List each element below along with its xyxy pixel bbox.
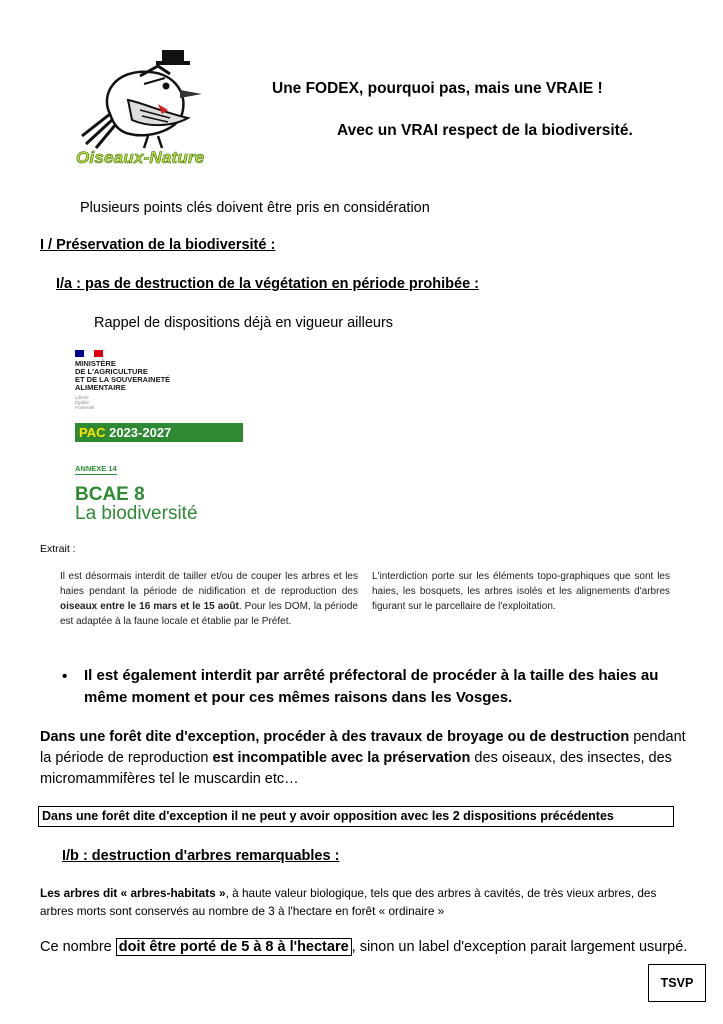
exception-paragraph [40,727,700,790]
boxed-statement: Dans une forêt dite d'exception il ne peut y avoir opposition avec les 2 dispositions précédentes [38,806,674,827]
nombre-text [40,936,700,958]
bullet-text: Il est également interdit par arrêté préfectoral de procéder à la taille des haies au même moment et pour ces mêmes raisons dans les Vosges. [84,667,659,706]
ministry-devise: Liberté Égalité Fraternité [75,395,95,410]
title-line-2: Avec un VRAI respect de la biodiversité. [337,122,633,139]
arbres-bold: Les arbres dit « arbres-habitats » [40,886,226,900]
extrait-col1-text-2: . Pour les DOM, la période est adaptée à la faune locale et établie par le Préfet. [60,601,358,627]
nombre-boxed: doit être porté de 5 à 8 à l'hectare [116,938,352,956]
arbres-habitats-text [40,884,680,920]
rappel-text: Rappel de dispositions déjà en vigueur ailleurs [94,315,394,331]
bullet-icon: • [62,668,68,685]
paragraph-bold-1: Dans une forêt dite d'exception, procéder à des travaux de broyage ou de destruction [40,729,630,745]
annexe-label: ANNEXE 14 [75,464,117,473]
flag-icon [75,350,103,357]
pac-banner [75,423,243,442]
extrait-label: Extrait : [40,543,76,555]
pac-years: 2023-2027 [109,425,172,440]
section-1-heading: I / Préservation de la biodiversité : [40,237,276,253]
extrait-column-1 [60,569,358,629]
section-1a-heading: I/a : pas de destruction de la végétation en période prohibée : [56,276,479,292]
title-line-1: Une FODEX, pourquoi pas, mais une VRAIE ! [272,80,603,97]
section-1b-heading: I/b : destruction d'arbres remarquables : [62,848,340,864]
extrait-col1-bold: oiseaux entre le 16 mars et le 15 août [60,601,239,612]
logo-text: Oiseaux-Nature [76,148,205,167]
nombre-pre: Ce nombre [40,939,116,955]
extrait-col1-text: Il est désormais interdit de tailler et/ou de couper les arbres et les haies pendant la période de nidification et de reproduction des [60,571,358,597]
intro-text: Plusieurs points clés doivent être pris en considération [80,200,430,216]
tsvp-box: TSVP [648,964,706,1002]
bird-icon [70,44,230,154]
arbres-text: , à haute valeur biologique, tels que des arbres à cavités, de très vieux arbres, des arbres morts sont conservés au nombre de 3 à l'hectare en forêt « ordinaire » [40,886,657,918]
pac-label: PAC [79,425,106,440]
annexe-title: BCAE 8 [75,484,145,505]
paragraph-text-1: pendant la période de reproduction [40,729,686,766]
ministry-name: MINISTÈRE DE L'AGRICULTURE ET DE LA SOUVERAINETÉ ALIMENTAIRE [75,359,171,392]
extrait-column-2: L'interdiction porte sur les éléments topo-graphiques que sont les haies, les bosquets, les arbres isolés et les alignements d'arbres figurant sur le parcellaire de l'exploitation. [372,571,670,612]
nombre-post: , sinon un label d'exception parait largement usurpé. [351,939,688,955]
paragraph-text-2: des oiseaux, des insectes, des micromammifères tel le muscardin etc… [40,750,672,787]
annexe-subtitle: La biodiversité [75,503,198,524]
paragraph-bold-2: est incompatible avec la préservation [212,750,471,766]
